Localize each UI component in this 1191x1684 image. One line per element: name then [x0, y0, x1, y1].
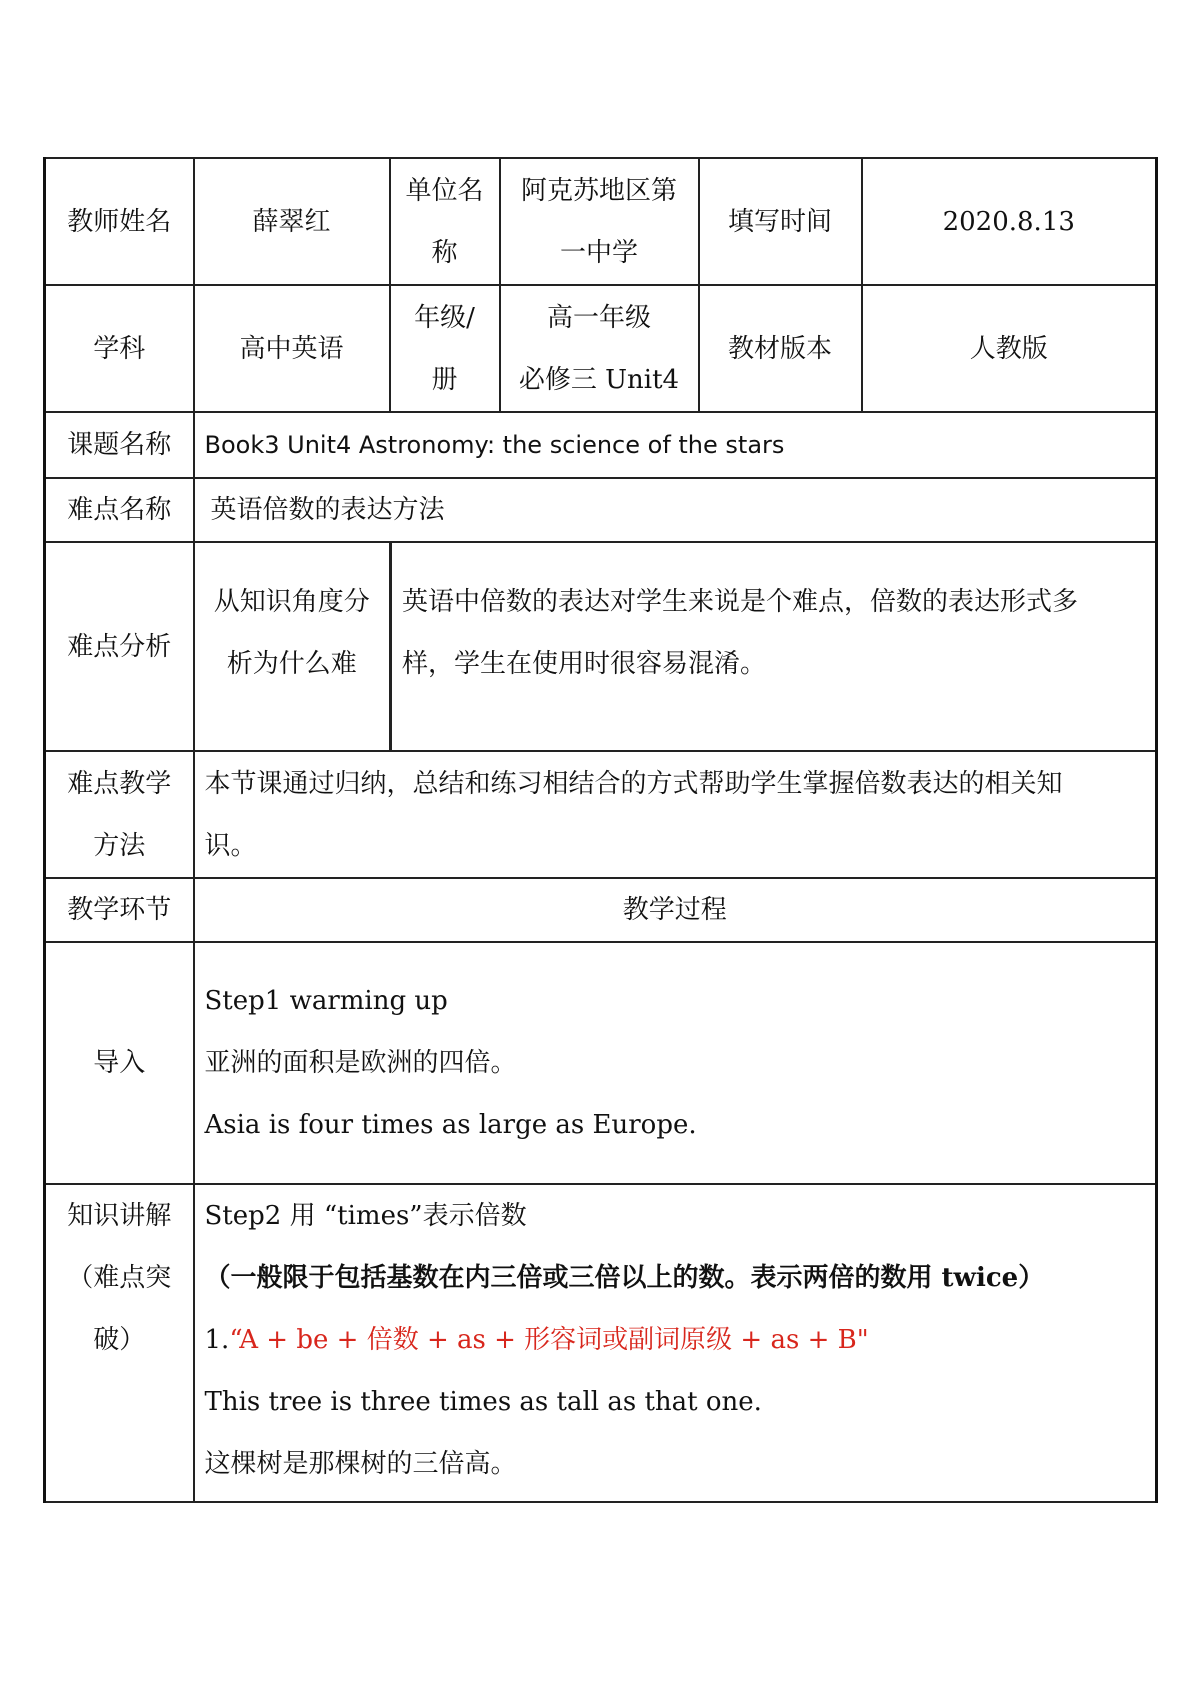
grade-label-line2: 册 — [431, 364, 458, 395]
intro-row — [45, 942, 1157, 1184]
knowledge-row — [45, 1184, 1157, 1502]
analysis-sub-label-line1: 从知识角度分 — [213, 587, 370, 617]
teacher-label: 教师姓名 — [45, 158, 194, 285]
topic-label: 课题名称 — [45, 412, 194, 478]
knowledge-label-line1: 知识讲解 — [67, 1201, 172, 1231]
intro-en-sentence: Asia is four times as large as Europe. — [204, 1110, 697, 1140]
analysis-text — [391, 543, 1156, 750]
knowledge-rule-prefix: 1. — [204, 1325, 230, 1355]
knowledge-rule — [205, 1309, 1146, 1371]
analysis-inner-table — [195, 543, 1156, 750]
knowledge-note: （一般限于包括基数在内三倍或三倍以上的数。表示两倍的数用 twice） — [204, 1263, 1045, 1293]
subject-value: 高中英语 — [194, 285, 390, 412]
topic-row — [45, 412, 1157, 478]
difficulty-value: 英语倍数的表达方法 — [194, 478, 1157, 542]
difficulty-row — [45, 478, 1157, 542]
knowledge-rule-formula: “A + be + 倍数 + as + 形容词或副词原级 + as + B" — [229, 1325, 869, 1355]
grade-value — [500, 285, 699, 412]
date-label: 填写时间 — [699, 158, 862, 285]
analysis-label: 难点分析 — [45, 542, 194, 751]
knowledge-label-line2: （难点突 — [67, 1263, 172, 1293]
unit-name — [500, 158, 699, 285]
method-text-line2: 识。 — [204, 830, 257, 861]
grade-value-line2: 必修三 Unit4 — [518, 364, 680, 395]
unit-label — [390, 158, 500, 285]
grade-label — [390, 285, 500, 412]
unit-label-line2: 称 — [431, 237, 458, 268]
subject-label: 学科 — [45, 285, 194, 412]
process-header-row — [45, 878, 1157, 942]
header-row-2 — [45, 285, 1157, 412]
process-title: 教学过程 — [194, 878, 1157, 942]
knowledge-label — [45, 1184, 194, 1502]
analysis-row — [45, 542, 1157, 751]
method-label-line2: 方法 — [93, 830, 146, 861]
grade-value-line1: 高一年级 — [546, 302, 651, 333]
method-text — [194, 751, 1157, 878]
edition-label: 教材版本 — [699, 285, 862, 412]
knowledge-step: Step2 用 “times”表示倍数 — [204, 1201, 527, 1231]
lesson-plan-table — [43, 157, 1158, 1503]
knowledge-example-en: This tree is three times as tall as that one. — [204, 1387, 762, 1417]
topic-value: Book3 Unit4 Astronomy: the science of the stars — [194, 412, 1157, 478]
analysis-text-line1: 英语中倍数的表达对学生来说是个难点，倍数的表达形式多 — [402, 587, 1079, 617]
difficulty-label: 难点名称 — [45, 478, 194, 542]
knowledge-content — [194, 1184, 1157, 1502]
unit-name-line1: 阿克苏地区第 — [520, 175, 677, 206]
intro-step: Step1 warming up — [204, 986, 448, 1016]
knowledge-label-line3: 破） — [93, 1325, 146, 1355]
method-row — [45, 751, 1157, 878]
date-value: 2020.8.13 — [862, 158, 1157, 285]
intro-cn-sentence: 亚洲的面积是欧洲的四倍。 — [204, 1048, 517, 1078]
intro-content — [194, 942, 1157, 1184]
analysis-content — [194, 542, 1157, 751]
analysis-sub-label — [195, 543, 391, 750]
grade-label-line1: 年级/ — [414, 302, 475, 333]
process-stage-label: 教学环节 — [45, 878, 194, 942]
unit-name-line2: 一中学 — [559, 237, 638, 268]
method-label — [45, 751, 194, 878]
lesson-plan-page — [43, 157, 1155, 1503]
teacher-name: 薛翠红 — [194, 158, 390, 285]
analysis-sub-label-line2: 析为什么难 — [226, 649, 357, 679]
intro-label: 导入 — [45, 942, 194, 1184]
header-row-1 — [45, 158, 1157, 285]
method-label-line1: 难点教学 — [67, 768, 172, 799]
unit-label-line1: 单位名 — [405, 175, 484, 206]
analysis-text-line2: 样，学生在使用时很容易混淆。 — [402, 649, 767, 679]
knowledge-example-cn: 这棵树是那棵树的三倍高。 — [204, 1449, 517, 1479]
edition-value: 人教版 — [862, 285, 1157, 412]
method-text-line1: 本节课通过归纳，总结和练习相结合的方式帮助学生掌握倍数表达的相关知 — [204, 768, 1063, 799]
